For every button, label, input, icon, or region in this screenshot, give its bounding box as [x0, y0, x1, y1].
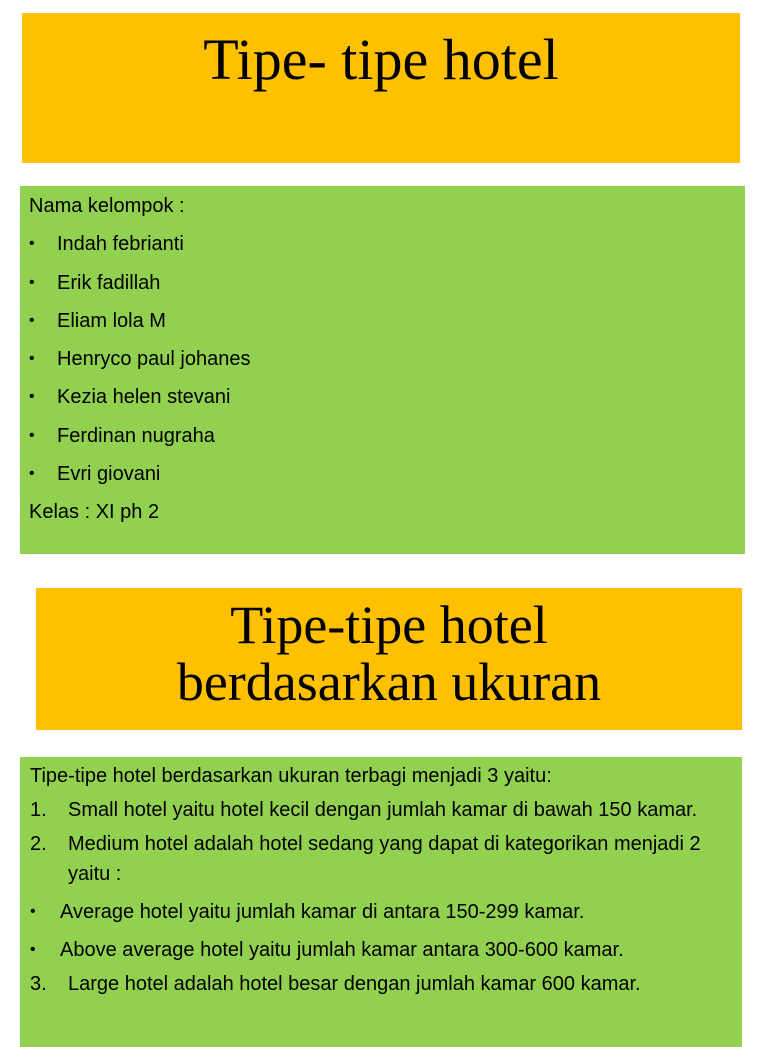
- member-name: Indah febrianti: [57, 233, 184, 256]
- item-number: 1.: [30, 799, 47, 821]
- intro-text: Tipe-tipe hotel berdasarkan ukuran terbagi menjadi 3 yaitu:: [30, 765, 552, 787]
- bullet-icon: •: [30, 903, 36, 920]
- group-members-box: [20, 186, 745, 554]
- member-name: Evri giovani: [57, 463, 161, 486]
- member-item: [29, 385, 745, 423]
- bullet-icon: •: [30, 941, 36, 958]
- member-item: [29, 232, 745, 270]
- numbered-item: [30, 969, 742, 999]
- group-heading: Nama kelompok :: [29, 195, 185, 217]
- member-name: Ferdinan nugraha: [57, 424, 215, 447]
- member-name: Eliam lola M: [57, 309, 166, 332]
- item-text: Small hotel yaitu hotel kecil dengan jumlah kamar di bawah 150 kamar.: [68, 799, 698, 821]
- slide2-title-line2: berdasarkan ukuran: [176, 652, 602, 712]
- item-number: 2.: [30, 833, 47, 855]
- slide1-title: Tipe- tipe hotel: [203, 27, 559, 92]
- member-name: Henryco paul johanes: [57, 348, 251, 371]
- hotel-size-content-box: [20, 757, 742, 1047]
- member-item: [29, 424, 745, 462]
- slide2-title-box: [36, 588, 742, 730]
- member-item: [29, 271, 745, 309]
- slide2-title: [36, 588, 742, 711]
- bullet-icon: •: [29, 311, 35, 329]
- member-item: [29, 462, 745, 500]
- class-label: Kelas : XI ph 2: [29, 501, 160, 524]
- sub-item: [30, 897, 742, 927]
- bullet-icon: •: [29, 273, 35, 291]
- bullet-icon: •: [29, 465, 35, 483]
- item-number: 3.: [30, 973, 47, 995]
- sub-item-text: Average hotel yaitu jumlah kamar di antara 150-299 kamar.: [60, 901, 585, 923]
- member-item: [29, 347, 745, 385]
- bullet-icon: •: [29, 388, 35, 406]
- sub-item: [30, 935, 742, 965]
- numbered-item: [30, 829, 742, 889]
- member-name: Erik fadillah: [57, 271, 161, 294]
- sub-item-text: Above average hotel yaitu jumlah kamar antara 300-600 kamar.: [60, 939, 624, 961]
- numbered-item: [30, 795, 742, 825]
- bullet-icon: •: [29, 235, 35, 253]
- item-text: Large hotel adalah hotel besar dengan jumlah kamar 600 kamar.: [68, 973, 641, 995]
- slide2-title-line1: Tipe-tipe hotel: [230, 595, 548, 655]
- item-text: Medium hotel adalah hotel sedang yang dapat di kategorikan menjadi 2 yaitu :: [68, 833, 701, 885]
- bullet-icon: •: [29, 350, 35, 368]
- member-item: [29, 309, 745, 347]
- member-name: Kezia helen stevani: [57, 386, 231, 409]
- slide1-title-box: [22, 13, 740, 163]
- bullet-icon: •: [29, 426, 35, 444]
